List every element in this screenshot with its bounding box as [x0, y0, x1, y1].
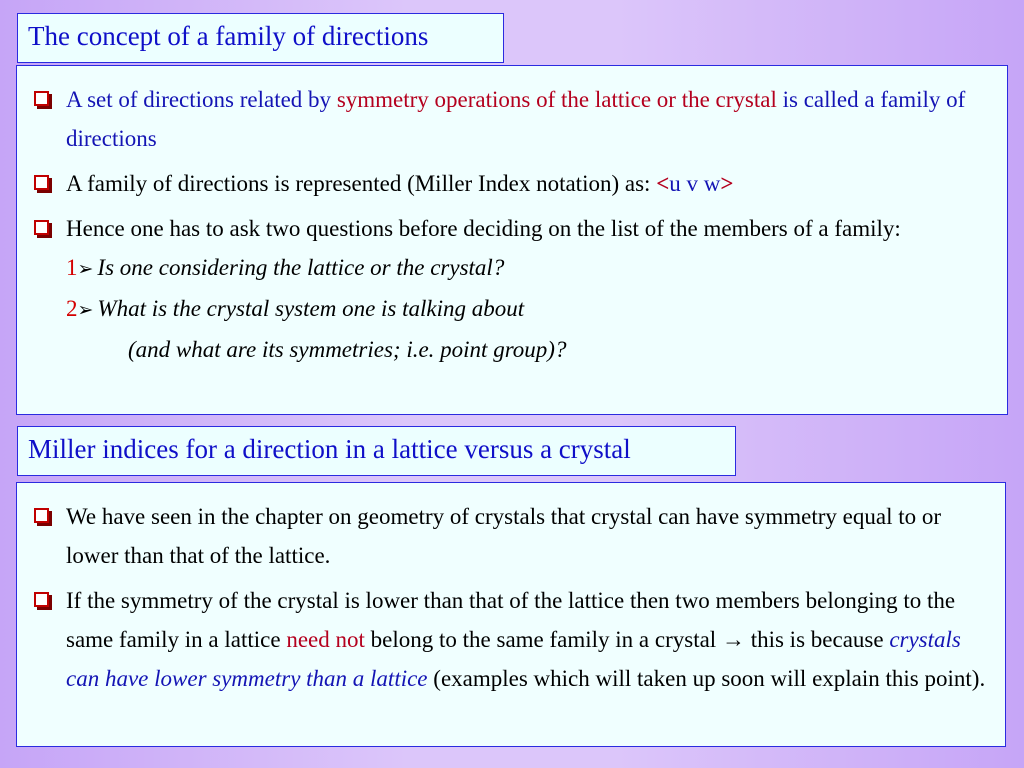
miller-uvw: u v w [669, 171, 721, 196]
checkbox-bullet-icon [34, 508, 49, 523]
section2-bullet-2 [31, 581, 989, 698]
section1-bullet-3 [31, 209, 991, 369]
section1-bullet-1 [31, 80, 991, 158]
bullet-text: We have seen in the chapter on geometry of crystals that crystal can have symmetry equal to or lower than that of the lattice. [66, 504, 942, 568]
angle-bracket-open: < [656, 171, 670, 196]
question-number: 2 [66, 296, 78, 321]
checkbox-bullet-icon [34, 175, 49, 190]
checkbox-bullet-icon [34, 592, 49, 607]
bullet-text: this is because [744, 627, 890, 652]
bullet-text: belong to the same family in a crystal [364, 627, 722, 652]
arrow-bullet-icon: ➢ [77, 300, 94, 321]
right-arrow-icon: → [721, 627, 745, 652]
section1-title: The concept of a family of directions [17, 13, 504, 63]
section1-panel [16, 65, 1008, 415]
section2-bullet-1 [31, 497, 989, 575]
bullet-text: A set of directions related by [66, 87, 337, 112]
bullet-emphasis: need not [286, 627, 365, 652]
question-text: Is one considering the lattice or the crystal? [97, 255, 505, 280]
bullet-text: A family of directions is represented (Miller Index notation) as: [66, 171, 657, 196]
section1-bullet-2 [31, 164, 991, 203]
bullet-text: If the symmetry of the crystal is lower than that of the lattice then two members belonging to the same family in a lattice [66, 588, 956, 652]
bullet-text: is called a family of directions [66, 87, 966, 151]
section2-panel [16, 482, 1006, 747]
section2-title: Miller indices for a direction in a lattice versus a crystal [17, 426, 736, 476]
question-2 [66, 289, 991, 330]
question-number: 1 [66, 255, 78, 280]
bullet-text: (examples which will taken up soon will explain this point). [427, 666, 986, 691]
bullet-emphasis: crystals can have lower symmetry than a lattice [66, 627, 961, 691]
question-1 [66, 248, 991, 289]
bullet-text: Hence one has to ask two questions before deciding on the list of the members of a family: [66, 216, 901, 241]
checkbox-bullet-icon [34, 91, 49, 106]
checkbox-bullet-icon [34, 220, 49, 235]
question-2-continuation: (and what are its symmetries; i.e. point group)? [128, 337, 567, 362]
arrow-bullet-icon: ➢ [77, 259, 94, 280]
angle-bracket-close: > [720, 171, 734, 196]
bullet-emphasis: symmetry operations of the lattice or the crystal [336, 87, 777, 112]
question-text: What is the crystal system one is talking about [97, 296, 525, 321]
